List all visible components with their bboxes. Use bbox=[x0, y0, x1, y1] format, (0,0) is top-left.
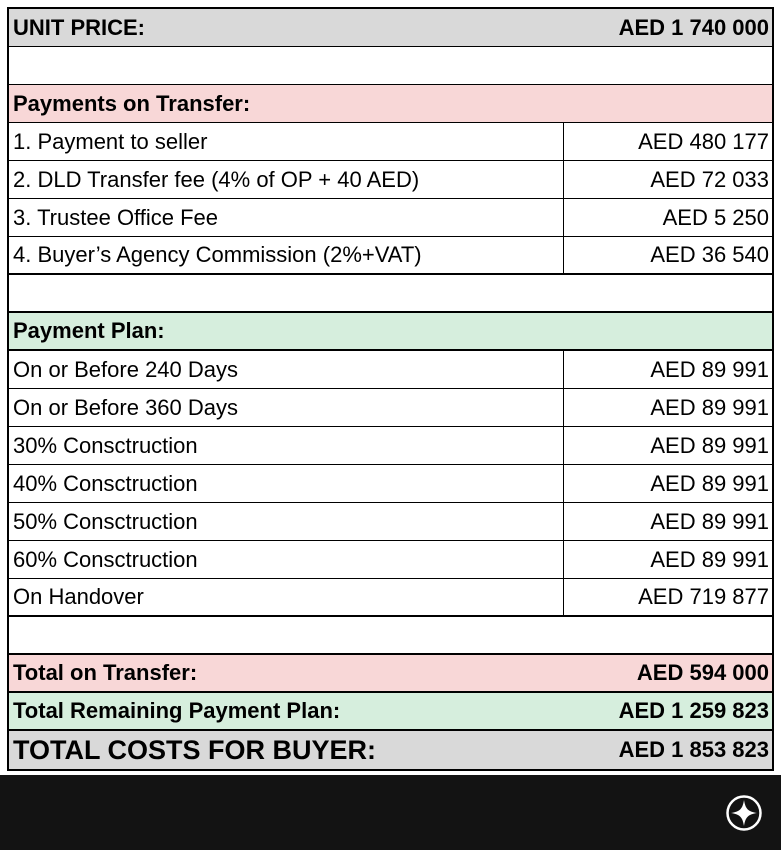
total-transfer-value: AED 594 000 bbox=[636, 660, 769, 685]
table-row bbox=[9, 237, 772, 275]
table-row bbox=[9, 427, 772, 465]
row-label: 60% Consctruction bbox=[9, 541, 564, 578]
table-row bbox=[9, 503, 772, 541]
table-row bbox=[9, 541, 772, 579]
table-row bbox=[9, 123, 772, 161]
row-label: 3. Trustee Office Fee bbox=[9, 199, 564, 236]
plan-heading-row bbox=[9, 313, 772, 351]
row-label: 40% Consctruction bbox=[9, 465, 564, 502]
row-label: 50% Consctruction bbox=[9, 503, 564, 540]
total-remaining-row bbox=[9, 693, 772, 731]
row-value: AED 89 991 bbox=[650, 508, 769, 534]
table-row bbox=[9, 161, 772, 199]
table-row bbox=[9, 199, 772, 237]
row-label: 30% Consctruction bbox=[9, 427, 564, 464]
total-remaining-value: AED 1 259 823 bbox=[618, 698, 769, 723]
total-buyer-label: TOTAL COSTS FOR BUYER: bbox=[13, 734, 377, 765]
row-value: AED 719 877 bbox=[638, 584, 769, 609]
unit-price-label: UNIT PRICE: bbox=[13, 14, 145, 40]
transfer-heading-row bbox=[9, 85, 772, 123]
row-value: AED 72 033 bbox=[650, 166, 769, 192]
spacer-row bbox=[9, 617, 772, 655]
row-value: AED 480 177 bbox=[638, 128, 769, 154]
total-buyer-value: AED 1 853 823 bbox=[618, 737, 769, 762]
total-remaining-label: Total Remaining Payment Plan: bbox=[13, 698, 341, 723]
row-label: 4. Buyer’s Agency Commission (2%+VAT) bbox=[9, 237, 564, 273]
spacer-row bbox=[9, 47, 772, 85]
row-value: AED 89 991 bbox=[650, 394, 769, 420]
spacer-row bbox=[9, 275, 772, 313]
sparkle-icon bbox=[725, 794, 763, 832]
row-label: On Handover bbox=[9, 579, 564, 615]
table-row bbox=[9, 465, 772, 503]
total-buyer-row bbox=[9, 731, 772, 769]
row-value: AED 89 991 bbox=[650, 546, 769, 572]
table-row bbox=[9, 389, 772, 427]
total-transfer-label: Total on Transfer: bbox=[13, 660, 198, 685]
row-label: 2. DLD Transfer fee (4% of OP + 40 AED) bbox=[9, 161, 564, 198]
footer-bar bbox=[0, 775, 781, 850]
unit-price-row bbox=[9, 9, 772, 47]
row-value: AED 36 540 bbox=[650, 242, 769, 267]
payment-breakdown-table bbox=[7, 7, 774, 771]
transfer-heading: Payments on Transfer: bbox=[13, 90, 251, 116]
total-transfer-row bbox=[9, 655, 772, 693]
row-label: On or Before 240 Days bbox=[9, 351, 564, 388]
row-label: 1. Payment to seller bbox=[9, 123, 564, 160]
unit-price-value: AED 1 740 000 bbox=[618, 14, 769, 40]
row-value: AED 89 991 bbox=[650, 470, 769, 496]
row-label: On or Before 360 Days bbox=[9, 389, 564, 426]
table-row bbox=[9, 351, 772, 389]
plan-heading: Payment Plan: bbox=[13, 318, 165, 343]
row-value: AED 5 250 bbox=[662, 204, 769, 230]
row-value: AED 89 991 bbox=[650, 432, 769, 458]
table-row bbox=[9, 579, 772, 617]
row-value: AED 89 991 bbox=[650, 356, 769, 382]
